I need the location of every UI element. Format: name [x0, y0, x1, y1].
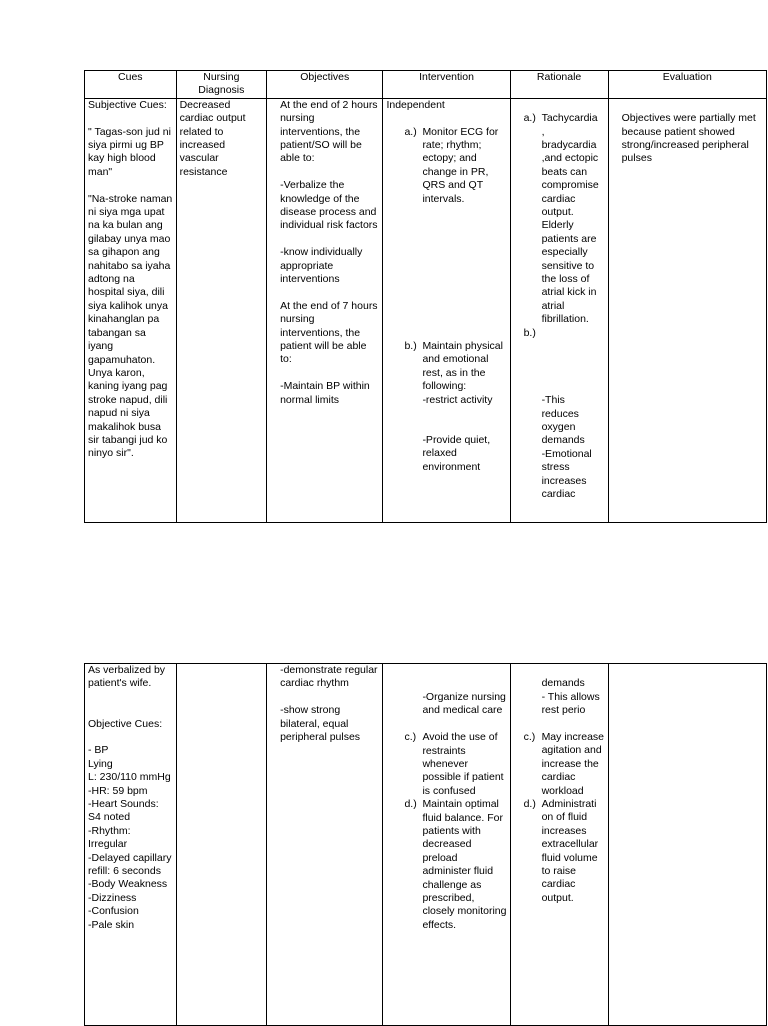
objectives-intro-1: At the end of 2 hours nursing interventions, the patient/SO will be able to:	[280, 98, 378, 165]
rationale-item-a	[514, 112, 605, 327]
subjective-quote-1: " Tagas-son jud ni siya pirmi ug BP kay high blood man"	[88, 125, 171, 178]
rationale-a-label: a.)	[523, 112, 536, 125]
header-cues: Cues	[85, 71, 177, 99]
nursing-diagnosis-text: Decreased cardiac output related to increased vascular resistance	[179, 98, 246, 178]
header-objectives: Objectives	[267, 71, 383, 99]
rationale-item-d	[514, 798, 605, 905]
objective-cue-hr: -HR: 59 bpm	[88, 784, 148, 797]
objective-cue-capillary-refill: -Delayed capillary refill: 6 seconds	[88, 851, 172, 878]
objective-cue-dizziness: -Dizziness	[88, 891, 137, 904]
nursing-diagnosis-cell	[176, 664, 267, 1026]
objective-3: -Maintain BP within normal limits	[280, 380, 370, 406]
objective-5: -show strong bilateral, equal peripheral pulses	[280, 704, 361, 744]
table-row	[85, 664, 767, 1026]
rationale-a-text-3: bradycardia ,and ectopic beats can compromise cardiac output. Elderly patients are especially sensitive to the loss of atrial kick in atrial fibrillation.	[541, 139, 599, 326]
intervention-b-label: b.)	[404, 340, 417, 353]
intervention-d-label: d.)	[404, 798, 417, 811]
cues-cell	[85, 98, 177, 522]
header-row	[85, 71, 767, 99]
intervention-item-a	[386, 126, 506, 206]
care-plan-table-1	[84, 70, 767, 523]
intervention-item-d	[386, 798, 506, 932]
objective-cue-lying: Lying	[88, 757, 113, 770]
nursing-diagnosis-cell	[176, 98, 267, 522]
rationale-continued-2: - This allows rest perio	[541, 690, 600, 717]
intervention-c-text: Avoid the use of restraints whenever possible if patient is confused	[422, 731, 504, 797]
rationale-b-sub-2: -Emotional stress increases cardiac	[541, 447, 592, 500]
intervention-item-c	[386, 731, 506, 798]
cues-cell	[85, 664, 177, 1026]
header-nursing-diagnosis: Nursing Diagnosis	[176, 71, 267, 99]
objective-cue-rhythm: -Rhythm: Irregular	[88, 824, 131, 851]
objective-1: -Verbalize the knowledge of the disease process and individual risk factors	[280, 179, 378, 232]
objectives-cell	[267, 664, 383, 1026]
objective-4: -demonstrate regular cardiac rhythm	[280, 664, 378, 690]
verbalized-note: As verbalized by patient's wife.	[88, 664, 166, 690]
rationale-item-c	[514, 731, 605, 798]
intervention-a-label: a.)	[404, 125, 417, 138]
objective-cue-heart-sounds: -Heart Sounds: S4 noted	[88, 798, 159, 824]
header-evaluation: Evaluation	[608, 71, 766, 99]
evaluation-cell	[608, 98, 766, 522]
subjective-quote-2: "Na-stroke naman ni siya mga upat na ka bulan ang gilabay unya mao sa gihapon ang nahitabo sa iyaha adtong na hospital siya, dili siya kalihok unya kinahanglan pa tabangan sa iyang gapamuhaton. Unya karon, kaning iyang pag stroke napud, dili napud ni siya makalihok busa sir tabangi jud ko ninyo sir".	[88, 192, 173, 460]
intervention-organize: -Organize nursing and medical care	[422, 691, 506, 717]
objective-2: -know individually appropriate interventions	[280, 246, 363, 286]
objective-cue-bp-value: L: 230/110 mmHg	[88, 771, 171, 784]
rationale-cell	[510, 98, 608, 522]
objective-cues-label: Objective Cues:	[88, 717, 163, 730]
care-plan-table-2	[84, 663, 767, 1026]
intervention-item-b	[386, 340, 506, 394]
objectives-cell	[267, 98, 383, 522]
intervention-b-sub-2: -Provide quiet, relaxed environment	[422, 434, 491, 473]
intervention-cell	[383, 98, 510, 522]
header-intervention: Intervention	[383, 71, 510, 99]
evaluation-cell	[608, 664, 766, 1026]
intervention-a-text: Monitor ECG for rate; rhythm; ectopy; and change in PR, QRS and QT intervals.	[422, 125, 499, 205]
table-row	[85, 98, 767, 522]
evaluation-text: Objectives were partially met because patient showed strong/increased peripheral pulses	[621, 112, 756, 165]
objective-cue-bp: - BP	[88, 744, 109, 757]
rationale-b-label: b.)	[523, 326, 536, 339]
rationale-c-text: May increase agitation and increase the cardiac workload	[541, 731, 605, 797]
objective-cue-weakness: -Body Weakness	[88, 878, 168, 891]
rationale-d-label: d.)	[523, 798, 536, 811]
objectives-intro-2: At the end of 7 hours nursing interventions, the patient will be able to:	[280, 299, 378, 366]
subjective-cues-label: Subjective Cues:	[88, 98, 167, 111]
intervention-heading: Independent	[386, 98, 445, 111]
intervention-b-text: Maintain physical and emotional rest, as in the following:	[422, 340, 503, 393]
header-rationale: Rationale	[510, 71, 608, 99]
rationale-cell	[510, 664, 608, 1026]
intervention-cell	[383, 664, 510, 1026]
intervention-c-label: c.)	[404, 731, 417, 744]
objective-cue-confusion: -Confusion	[88, 905, 139, 918]
rationale-a-text-1: Tachycardia	[541, 112, 598, 125]
intervention-d-text: Maintain optimal fluid balance. For patients with decreased preload administer fluid challenge as prescribed, closely monitoring effects.	[422, 798, 507, 931]
intervention-b-sub-1: -restrict activity	[422, 393, 493, 406]
rationale-c-label: c.)	[523, 731, 536, 743]
rationale-d-text: Administrati on of fluid increases extracellular fluid volume to raise cardiac output.	[541, 798, 599, 904]
rationale-b-sub-1: -This reduces oxygen demands	[541, 394, 585, 447]
objective-cue-pale-skin: -Pale skin	[88, 918, 135, 931]
rationale-a-text-2: ,	[541, 125, 545, 138]
rationale-continued-1: demands	[541, 677, 585, 690]
